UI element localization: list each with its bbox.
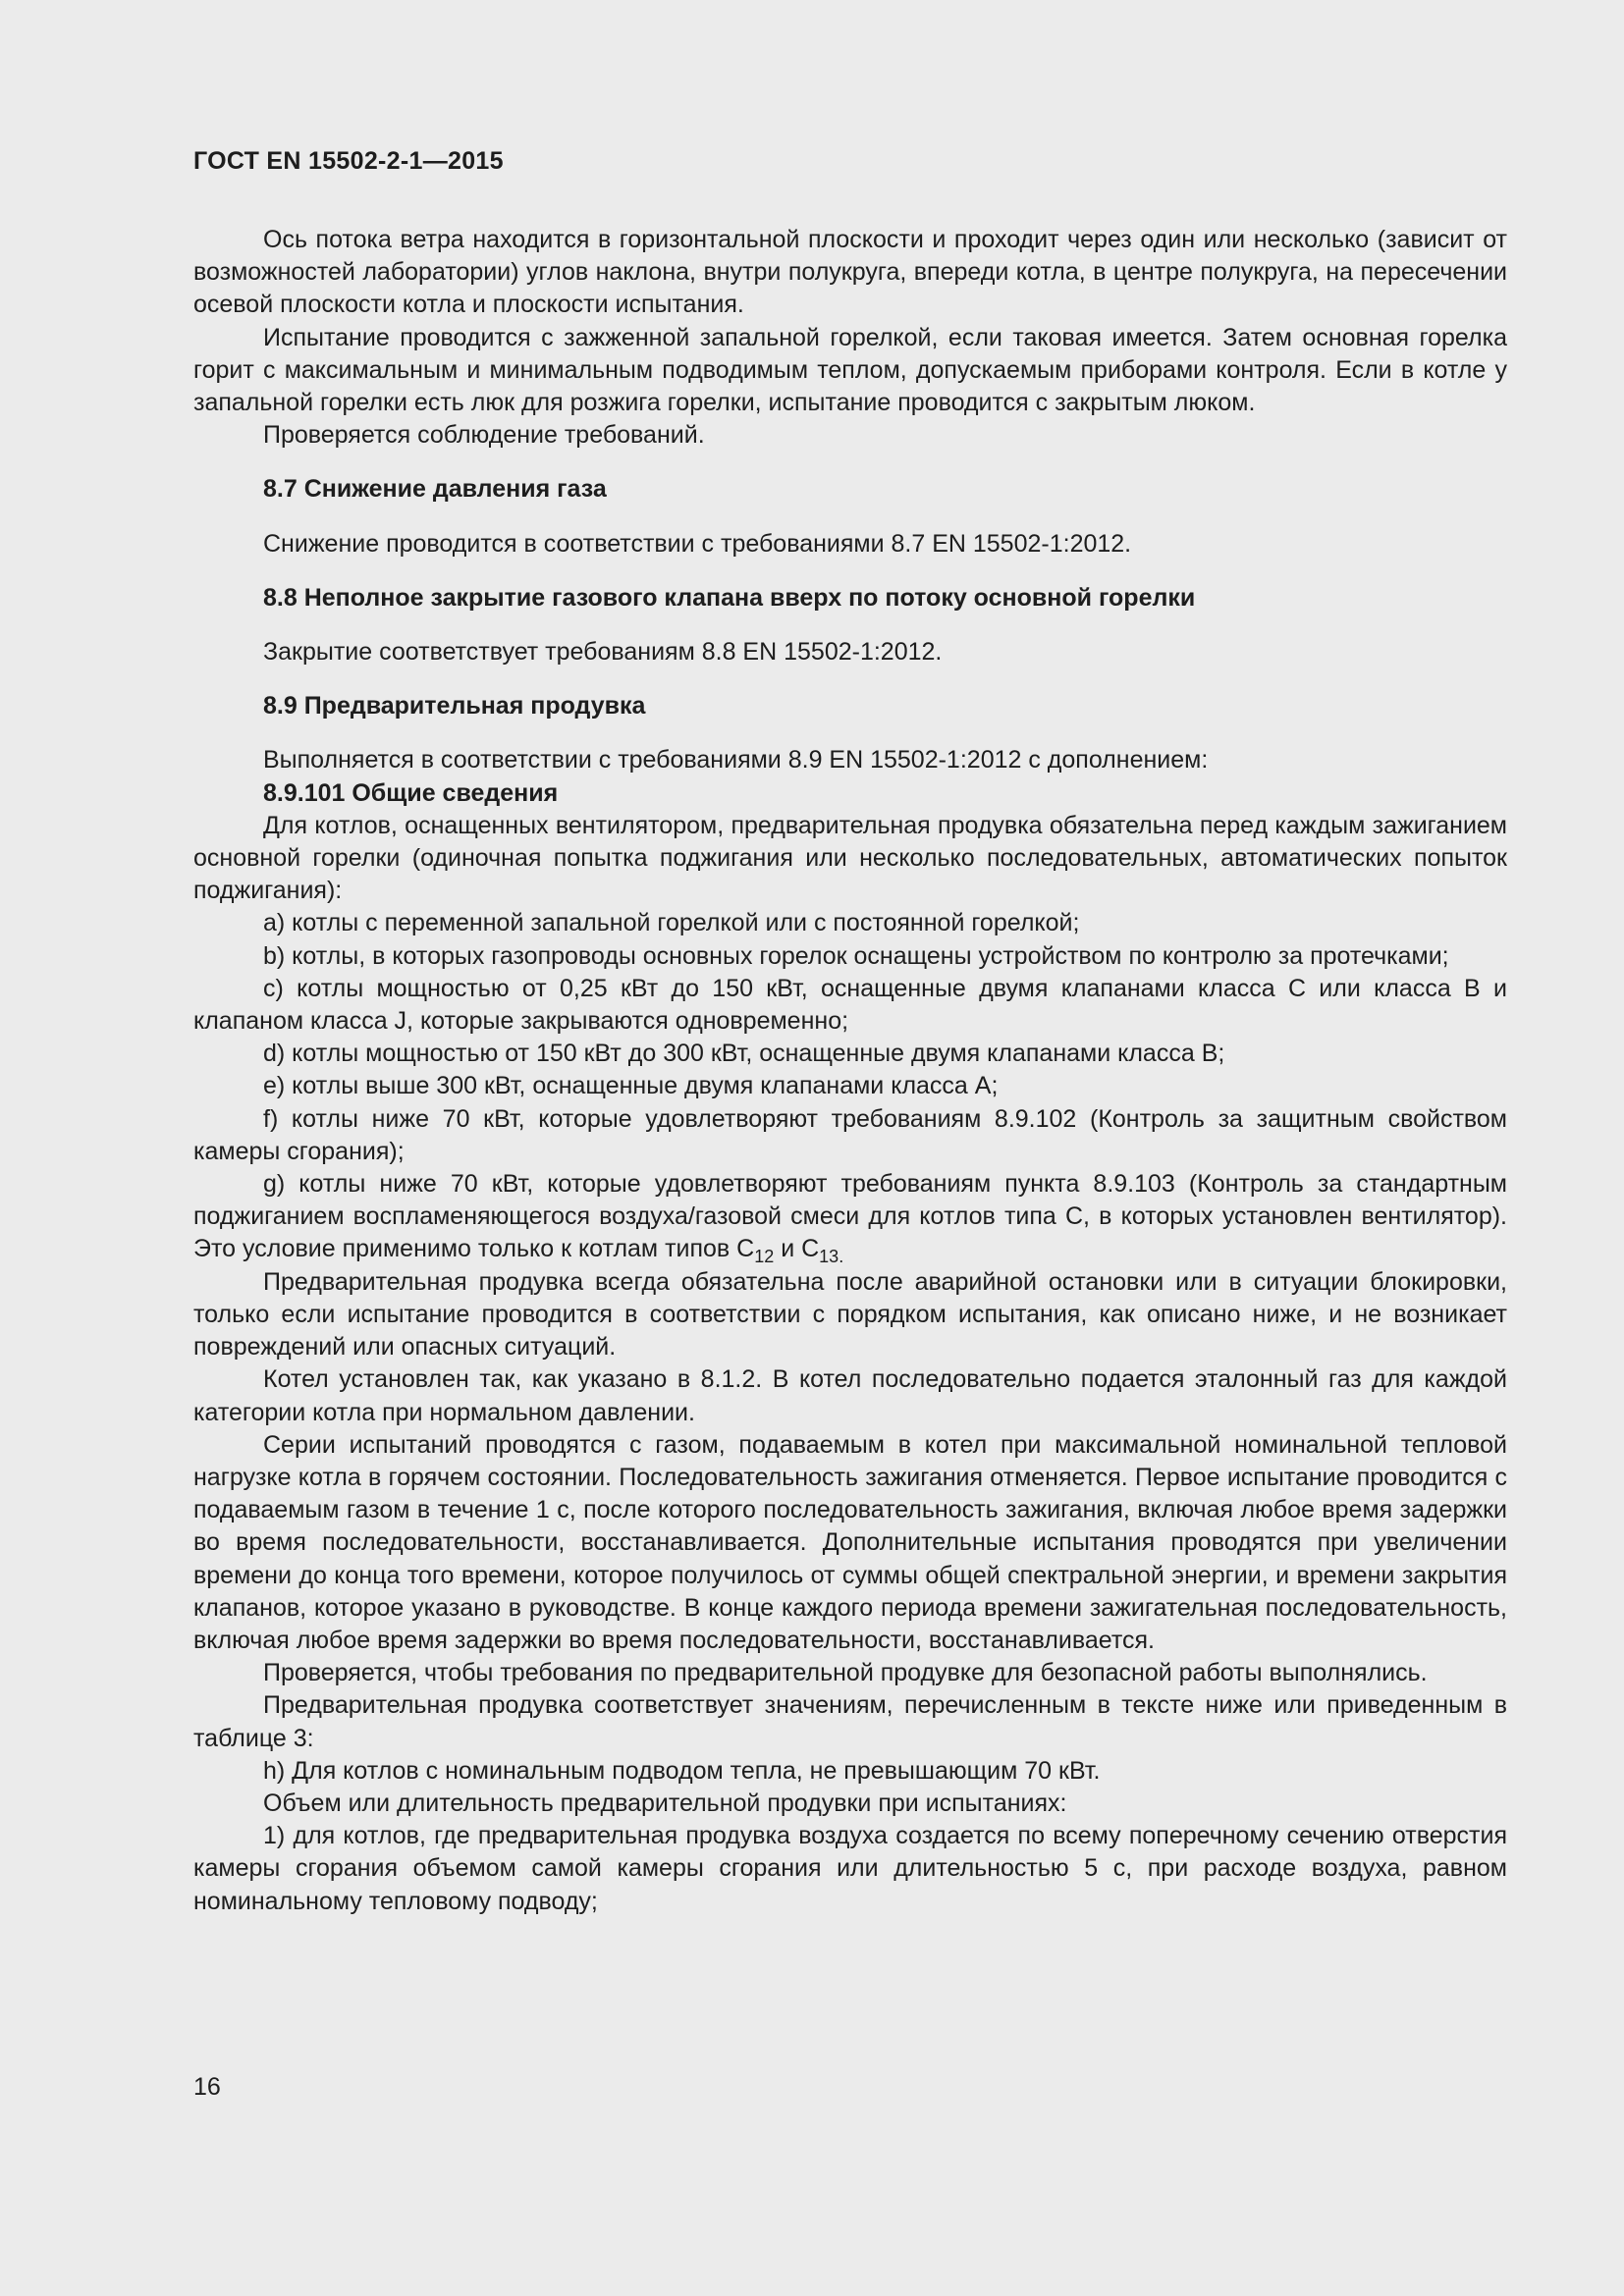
paragraph-boiler-installed: Котел установлен так, как указано в 8.1.2. В котел последовательно подается эталонный газ для каждой категории котла при нормальном давлении.: [193, 1365, 1507, 1426]
list-item-b: b) котлы, в которых газопроводы основных горелок оснащены устройством по контролю за протечками;: [263, 941, 1449, 970]
section-heading-8-9: 8.9 Предварительная продувка: [263, 692, 646, 721]
list-item-h: h) Для котлов с номинальным подводом тепла, не превышающим 70 кВт.: [263, 1756, 1101, 1785]
paragraph-8-7: Снижение проводится в соответствии с требованиями 8.7 EN 15502-1:2012.: [263, 529, 1132, 558]
list-item-g: [193, 1168, 1507, 1266]
subscript-13: 13.: [819, 1247, 844, 1267]
list-item-e: e) котлы выше 300 кВт, оснащенные двумя клапанами класса А;: [263, 1072, 999, 1100]
section-heading-8-7: 8.7 Снижение давления газа: [263, 475, 607, 504]
list-item-1: 1) для котлов, где предварительная продувка воздуха создается по всему поперечному сечению отверстия камеры сгорания объемом самой камеры сгорания или длительностью 5 с, при расходе воздуха, равном номинальному тепловому подводу;: [193, 1822, 1507, 1915]
paragraph-purge-values: Предварительная продувка соответствует значениям, перечисленным в тексте ниже или приведенным в таблице 3:: [193, 1691, 1507, 1752]
page-number: 16: [193, 2073, 221, 2101]
paragraph-fan-boilers: Для котлов, оснащенных вентилятором, предварительная продувка обязательна перед каждым зажиганием основной горелки (одиночная попытка поджигания или несколько последовательных, автоматических попыток поджигания):: [193, 811, 1507, 905]
paragraph-wind-axis: Ось потока ветра находится в горизонтальной плоскости и проходит через один или несколько (зависит от возможностей лаборатории) углов наклона, внутри полукруга, впереди котла, в центре полукруга, на пересечении осевой плоскости котла и плоскости испытания.: [193, 226, 1507, 319]
list-item-d: d) котлы мощностью от 150 кВт до 300 кВт, оснащенные двумя клапанами класса В;: [263, 1040, 1225, 1068]
list-item-f: f) котлы ниже 70 кВт, которые удовлетворяют требованиям 8.9.102 (Контроль за защитным свойством камеры сгорания);: [193, 1104, 1507, 1165]
section-heading-8-8: 8.8 Неполное закрытие газового клапана вверх по потоку основной горелки: [263, 583, 1196, 612]
list-item-c: c) котлы мощностью от 0,25 кВт до 150 кВт, оснащенные двумя клапанами класса С или класса В и клапаном класса J, которые закрываются одновременно;: [193, 974, 1507, 1036]
paragraph-8-9: Выполняется в соответствии с требованиями 8.9 EN 15502-1:2012 с дополнением:: [263, 746, 1209, 774]
paragraph-check-requirements: Проверяется соблюдение требований.: [263, 421, 705, 450]
list-item-g-and: и С: [774, 1235, 820, 1263]
paragraph-purge-check: Проверяется, чтобы требования по предварительной продувке для безопасной работы выполнялись.: [263, 1659, 1428, 1687]
list-item-g-text: g) котлы ниже 70 кВт, которые удовлетворяют требованиям пункта 8.9.103 (Контроль за стандартным поджиганием воспламеняющегося воздуха/газовой смеси для котлов типа С, в которых установлен вентилятор). Это условие применимо только к котлам типов С: [193, 1170, 1507, 1263]
paragraph-test-series: Серии испытаний проводятся с газом, подаваемым в котел при максимальной номинальной тепловой нагрузке котла в горячем состоянии. Последовательность зажигания отменяется. Первое испытание проводится с подаваемым газом в течение 1 с, после которого последовательность зажигания, включая любое время задержки во время последовательности, восстанавливается. Дополнительные испытания проводятся при увеличении времени до конца того времени, которое получилось от суммы общей спектральной энергии, и времени закрытия клапанов, которое указано в руководстве. В конце каждого периода времени зажигательная последовательность, включая любое время задержки во время последовательности, восстанавливается.: [193, 1430, 1507, 1654]
paragraph-pilot-test: Испытание проводится с зажженной запальной горелкой, если таковая имеется. Затем основная горелка горит с максимальным и минимальным подводимым теплом, допускаемым приборами контроля. Если в котле у запальной горелки есть люк для розжига горелки, испытание проводится с закрытым люком.: [193, 323, 1507, 417]
paragraph-purge-volume: Объем или длительность предварительной продувки при испытаниях:: [263, 1789, 1067, 1817]
paragraph-8-8: Закрытие соответствует требованиям 8.8 EN 15502-1:2012.: [263, 638, 943, 667]
document-header: ГОСТ EN 15502-2-1—2015: [193, 147, 504, 175]
document-body: [193, 224, 1507, 1918]
list-item-a: a) котлы с переменной запальной горелкой или с постоянной горелкой;: [263, 909, 1080, 937]
section-heading-8-9-101: 8.9.101 Общие сведения: [263, 778, 559, 807]
subscript-12: 12: [754, 1247, 775, 1267]
paragraph-emergency-stop: Предварительная продувка всегда обязательна после аварийной остановки или в ситуации блокировки, только если испытание проводится в соответствии с порядком испытания, как описано ниже, и не возникает повреждений или опасных ситуаций.: [193, 1267, 1507, 1362]
